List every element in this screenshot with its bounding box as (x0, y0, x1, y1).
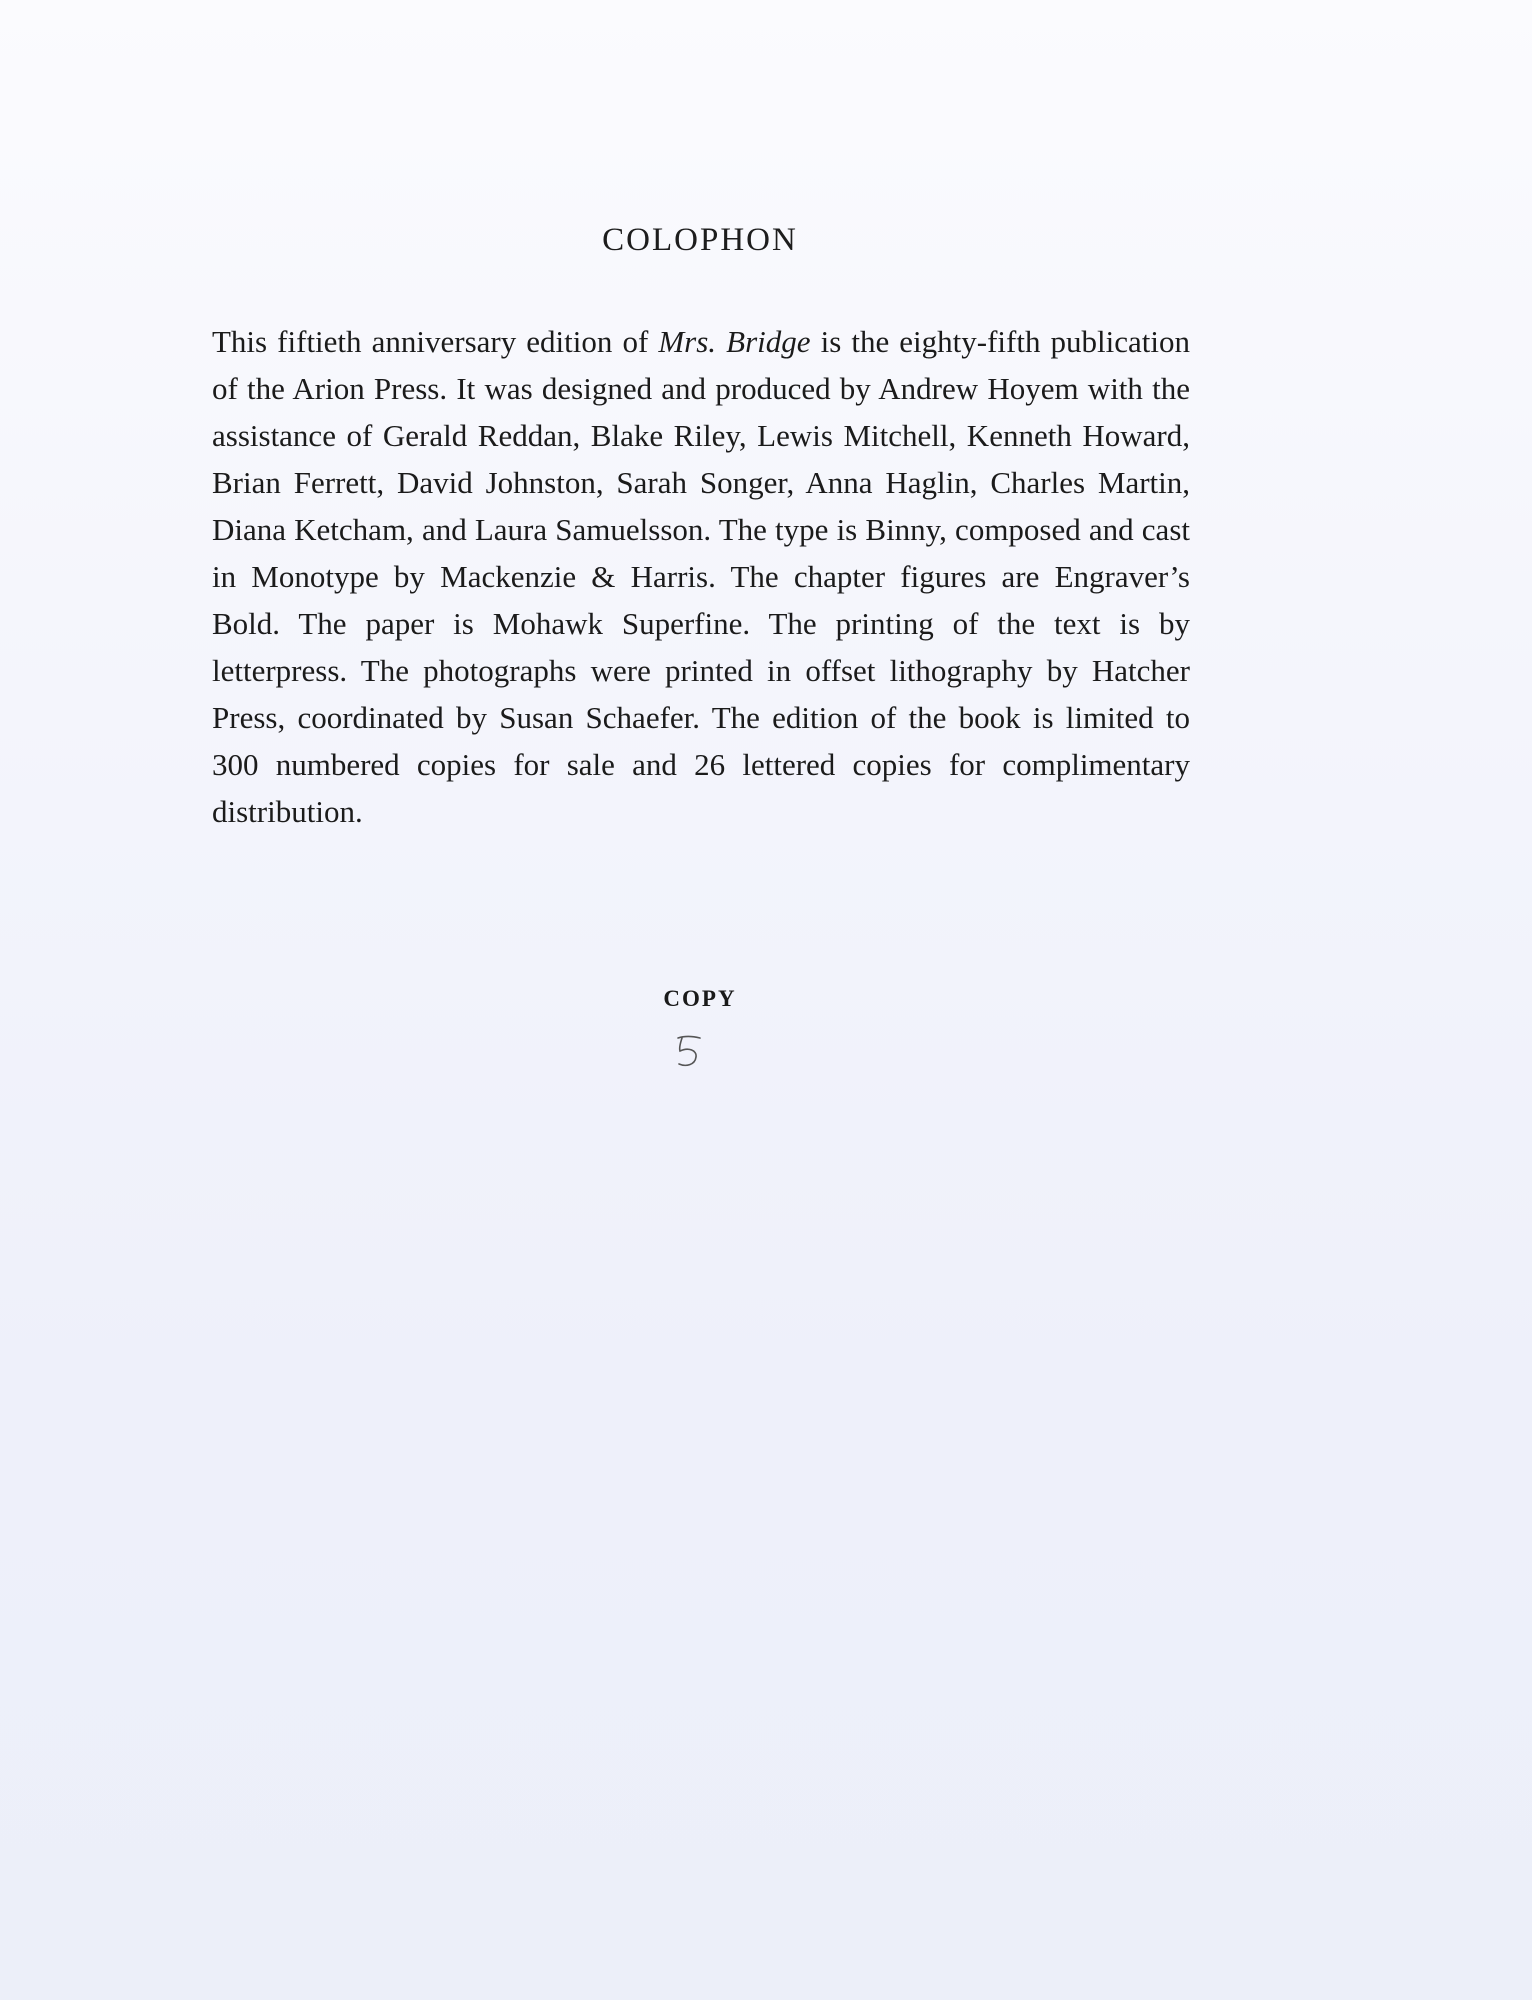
colophon-title: COLOPHON (602, 222, 798, 258)
book-title: Mrs. Bridge (658, 324, 811, 359)
copy-label: COPY (663, 986, 737, 1011)
colophon-body-rest: is the eighty-fifth publication of the Arion Press. It was designed and produced by Andrew Hoyem with the assistance of Gerald Reddan, Blake Riley, Lewis Mitchell, Kenneth Howard, Brian Ferrett, David Johnston, Sarah Songer, Anna Haglin, Charles Martin, Diana Ketcham, and Laura Samuelsson. The type is Binny, composed and cast in Monotype by Mackenzie & Harris. The chapter figures are Engraver’s Bold. The paper is Mohawk Superfine. The printing of the text is by letterpress. The photographs were printed in offset lithography by Hatcher Press, coordinated by Susan Schaefer. The edition of the book is limited to 300 numbered copies for sale and 26 lettered copies for complimentary distribution. (212, 324, 1191, 829)
colophon-body (212, 318, 1190, 835)
colophon-body-intro: This fiftieth anniversary edition of (212, 324, 659, 359)
handwritten-copy-number (670, 1032, 720, 1082)
